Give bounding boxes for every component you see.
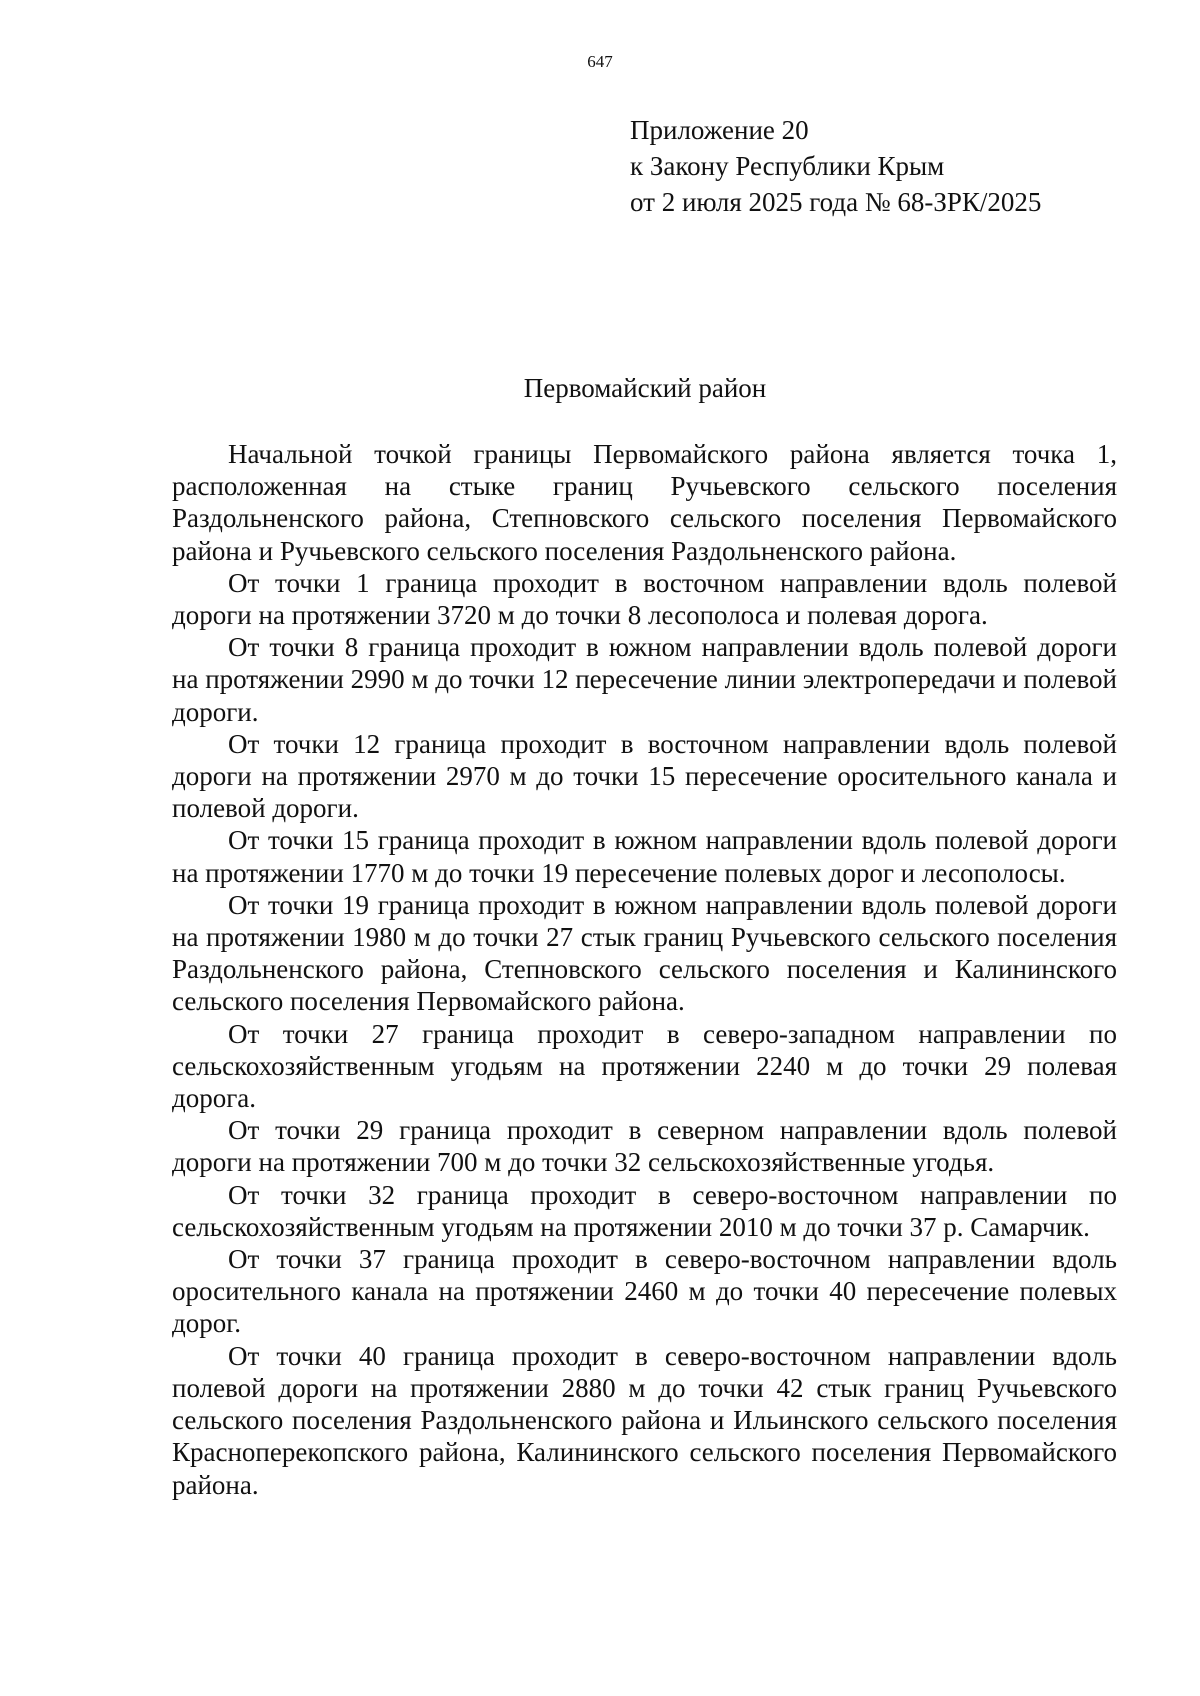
page-number: 647 [587,52,613,71]
paragraph: От точки 15 граница проходит в южном направлении вдоль полевой дороги на протяжении 1770 м до точки 19 пересечение полевых дорог и лесополосы. [172,825,1117,888]
paragraph: От точки 19 граница проходит в южном направлении вдоль полевой дороги на протяжении 1980 м до точки 27 стык границ Ручьевского сельского поселения Раздольненского района, Степновского сельского поселения и Калининского сельского поселения Первомайского района. [172,889,1117,1017]
paragraph: От точки 27 граница проходит в северо-западном направлении по сельскохозяйственным угодьям на протяжении 2240 м до точки 29 полевая дорога. [172,1018,1117,1114]
paragraph: Начальной точкой границы Первомайского района является точка 1, расположенная на стыке границ Ручьевского сельского поселения Раздольненского района, Степновского сельского поселения Первомайского района и Ручьевского сельского поселения Раздольненского района. [172,439,1117,566]
body-text [172,438,1117,1501]
appendix-line-2: к Закону Республики Крым [630,151,945,181]
paragraph: От точки 29 граница проходит в северном направлении вдоль полевой дороги на протяжении 700 м до точки 32 сельскохозяйственные угодья. [172,1115,1117,1178]
paragraph: От точки 1 граница проходит в восточном направлении вдоль полевой дороги на протяжении 3720 м до точки 8 лесополоса и полевая дорога. [172,567,1117,631]
appendix-line-3: от 2 июля 2025 года № 68-ЗРК/2025 [630,187,1042,217]
paragraph: От точки 32 граница проходит в северо-восточном направлении по сельскохозяйственным угодьям на протяжении 2010 м до точки 37 р. Самарчик. [172,1179,1117,1242]
section-title: Первомайский район [523,373,767,403]
paragraph: От точки 8 граница проходит в южном направлении вдоль полевой дороги на протяжении 2990 м до точки 12 пересечение линии электропередачи и полевой дороги. [172,632,1117,727]
appendix-header [630,112,1041,220]
paragraph: От точки 40 граница проходит в северо-восточном направлении вдоль полевой дороги на протяжении 2880 м до точки 42 стык границ Ручьевского сельского поселения Раздольненского района и Ильинского сельского поселения Красноперекопского района, Калининского сельского поселения Первомайского района. [172,1340,1117,1500]
paragraph: От точки 12 граница проходит в восточном направлении вдоль полевой дороги на протяжении 2970 м до точки 15 пересечение оросительного канала и полевой дороги. [172,728,1117,824]
paragraph: От точки 37 граница проходит в северо-восточном направлении вдоль оросительного канала на протяжении 2460 м до точки 40 пересечение полевых дорог. [172,1244,1117,1339]
appendix-line-1: Приложение 20 [630,115,809,145]
